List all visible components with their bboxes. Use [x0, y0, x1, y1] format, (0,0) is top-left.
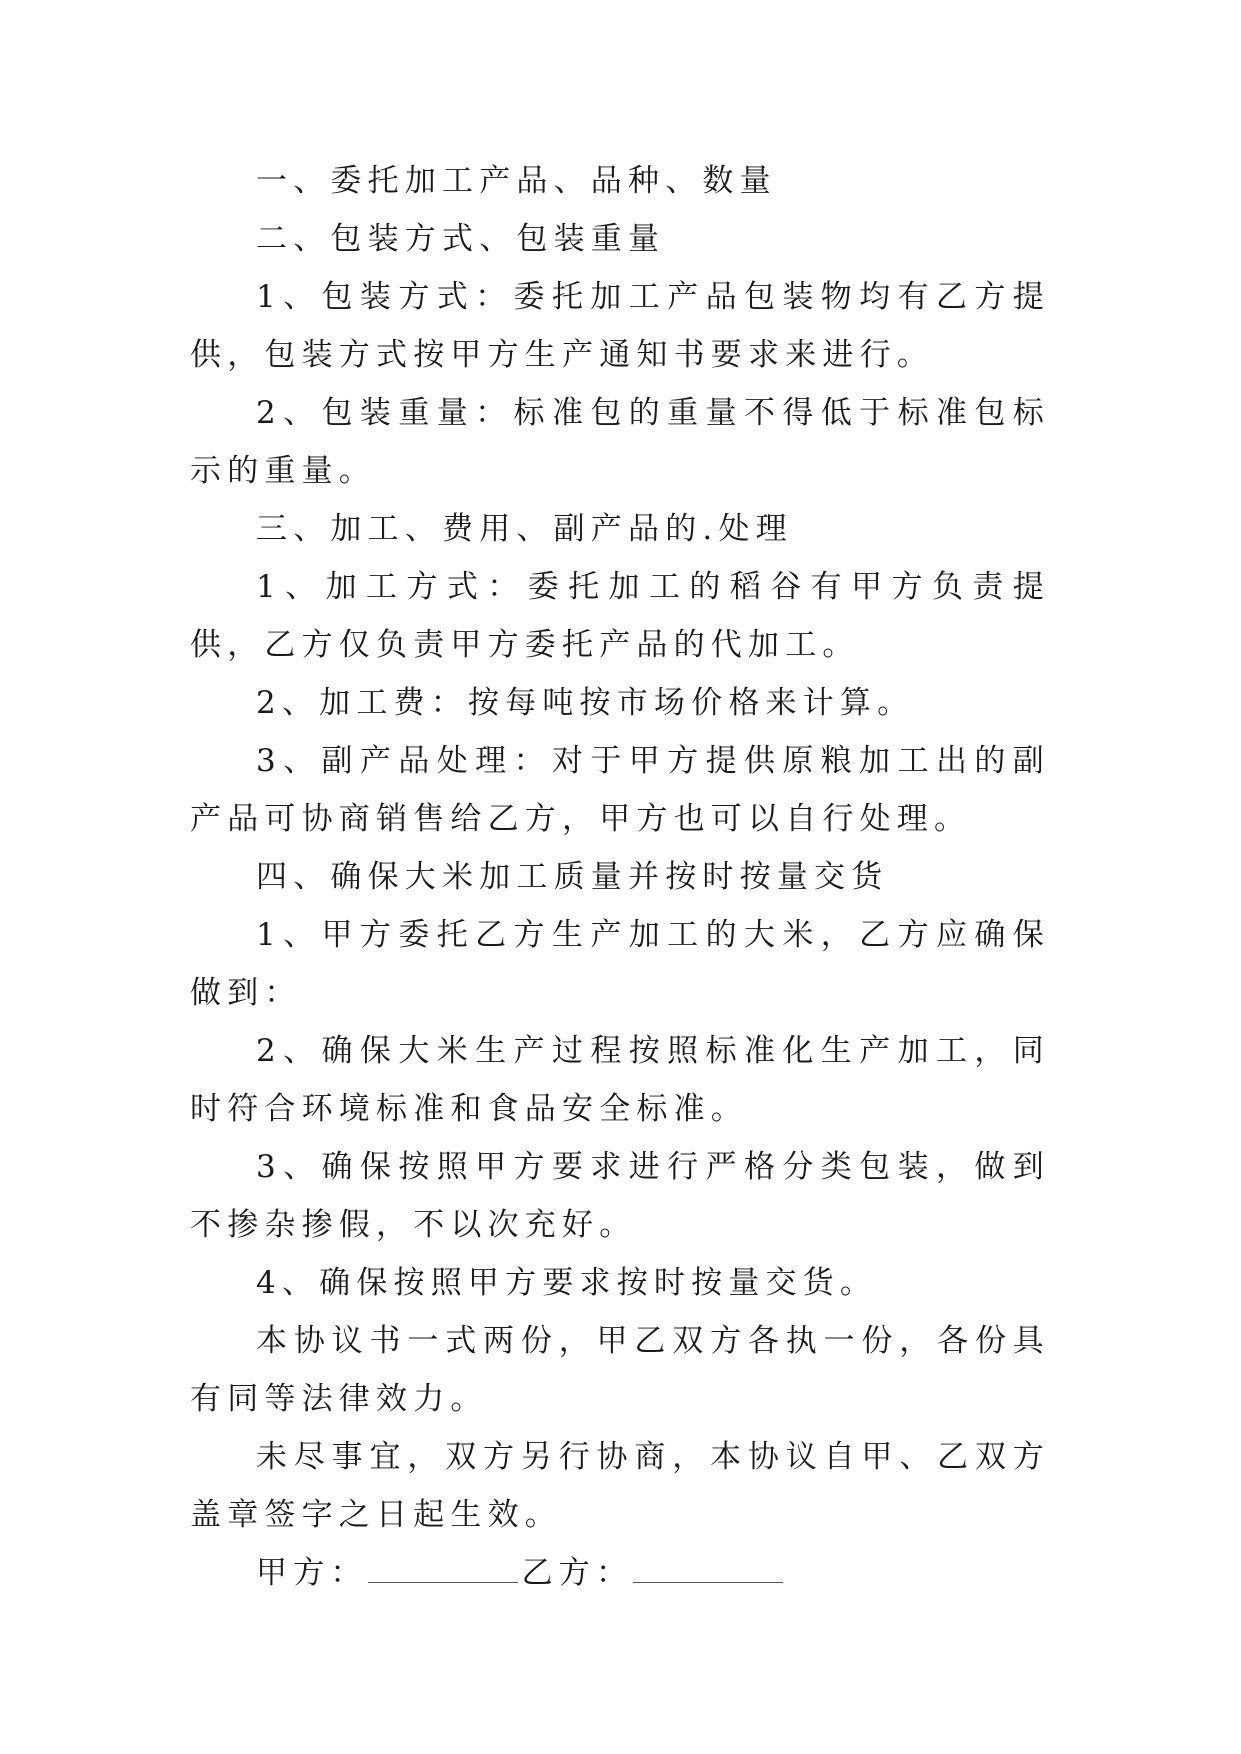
section-heading-4: 四、确保大米加工质量并按时按量交货: [256, 859, 889, 895]
clause-effective: 未尽事宜，双方另行协商，本协议自甲、乙双方盖章签字之日起生效。: [190, 1439, 1050, 1533]
clause-processing-method: 1、加工方式：委托加工的稻谷有甲方负责提供，乙方仅负责甲方委托产品的代加工。: [190, 569, 1050, 663]
clause-packaging-weight: 2、包装重量：标准包的重量不得低于标准包标示的重量。: [190, 395, 1050, 489]
clause-quality-2: 2、确保大米生产过程按照标准化生产加工，同时符合环境标准和食品安全标准。: [190, 1033, 1050, 1127]
document-body: [190, 152, 1050, 1602]
clause-packaging-method: 1、包装方式：委托加工产品包装物均有乙方提供，包装方式按甲方生产通知书要求来进行。: [190, 279, 1050, 373]
party-b-signature-blank: [633, 1552, 783, 1583]
party-a-label: 甲方：: [256, 1555, 368, 1591]
signature-line: [190, 1544, 1050, 1602]
section-heading-2: 二、包装方式、包装重量: [256, 221, 666, 257]
clause-quality-3: 3、确保按照甲方要求进行严格分类包装，做到不掺杂掺假，不以次充好。: [190, 1149, 1050, 1243]
clause-processing-fee: 2、加工费：按每吨按市场价格来计算。: [256, 685, 915, 721]
clause-quality-4: 4、确保按照甲方要求按时按量交货。: [256, 1265, 878, 1301]
party-a-signature-blank: [368, 1552, 518, 1583]
section-heading-3: 三、加工、费用、副产品的.处理: [256, 511, 793, 547]
clause-quality-1: 1、甲方委托乙方生产加工的大米，乙方应确保做到：: [190, 917, 1050, 1011]
clause-copies: 本协议书一式两份，甲乙双方各执一份，各份具有同等法律效力。: [190, 1323, 1050, 1417]
section-heading-1: 一、委托加工产品、品种、数量: [256, 163, 777, 199]
party-b-label: 乙方：: [521, 1555, 634, 1591]
clause-byproduct: 3、副产品处理：对于甲方提供原粮加工出的副产品可协商销售给乙方，甲方也可以自行处理。: [190, 743, 1050, 837]
